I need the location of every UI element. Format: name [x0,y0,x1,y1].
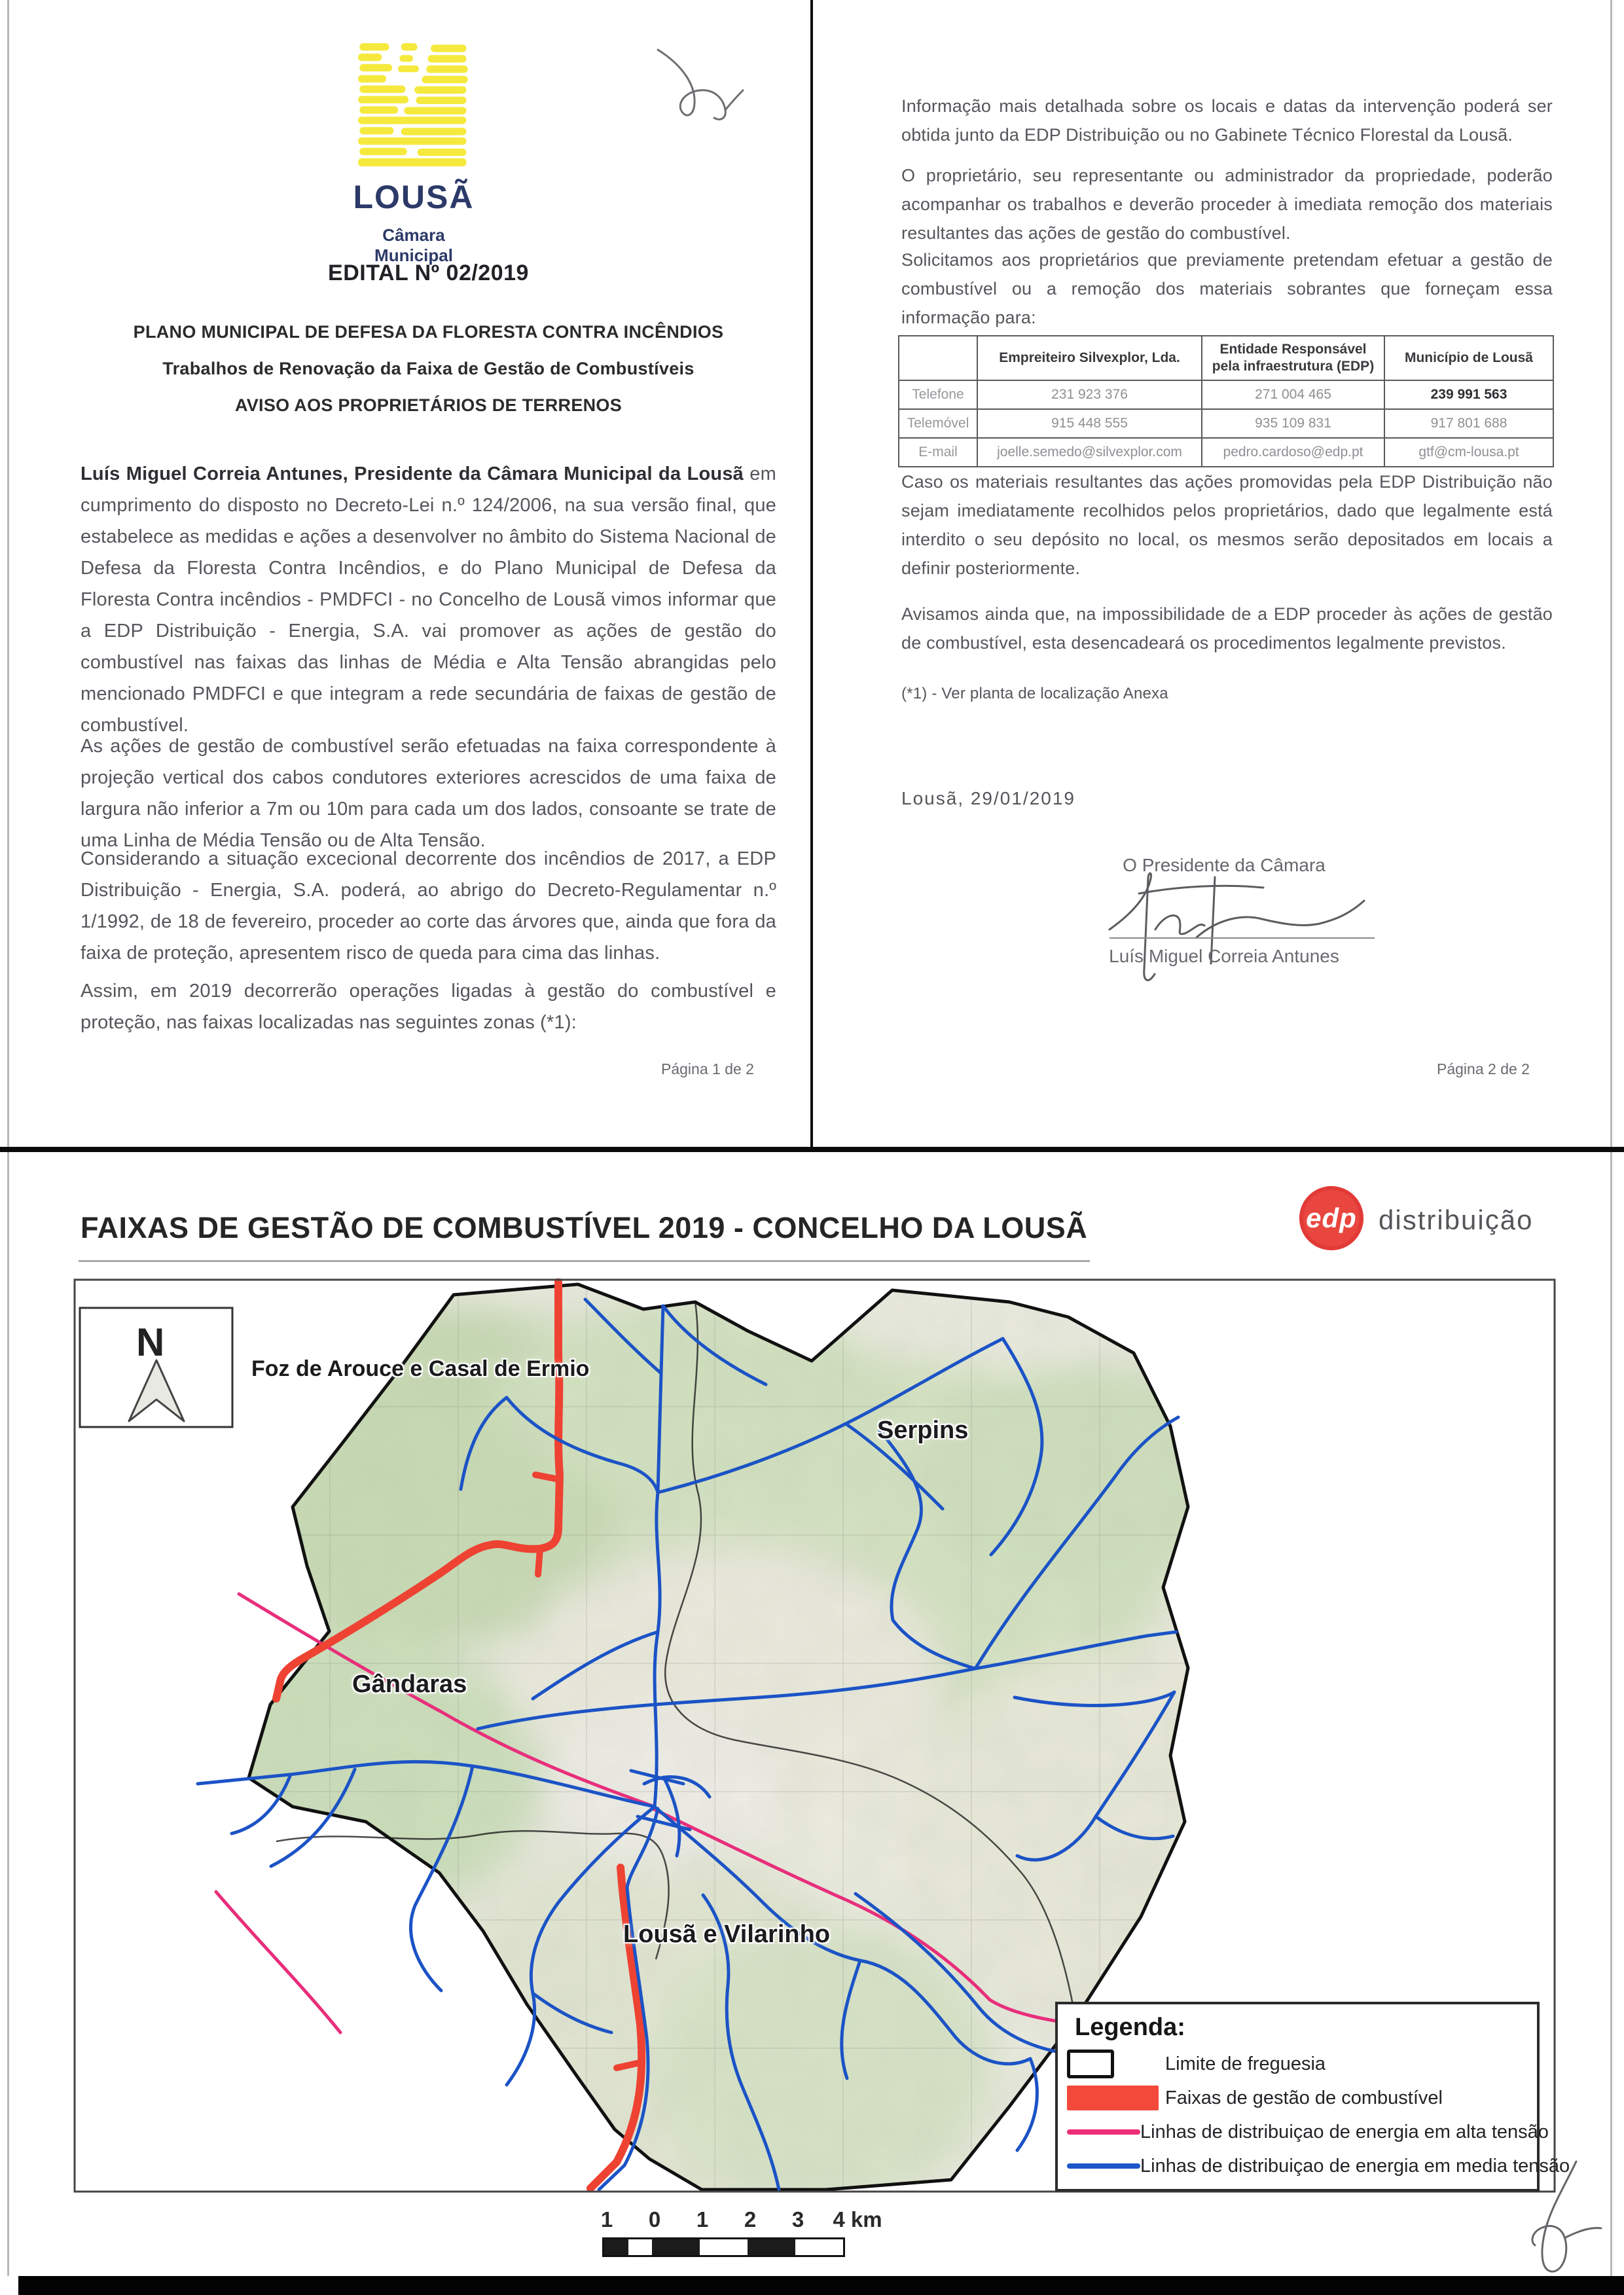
scale-tick: 3 [791,2207,804,2232]
title-underline [79,1260,1090,1262]
scan-edge-right [1610,0,1612,2276]
paragraph-info: Informação mais detalhada sobre os locais e datas da intervenção poderá ser obtida junto da EDP Distribuição ou no Gabinete Técnico Florestal da Lousã. [901,96,1553,145]
works-heading: Trabalhos de Renovação da Faixa de Gestão de Combustíveis [162,359,695,378]
scale-tick: 0 [648,2207,661,2232]
legend-label: Linhas de distribuiçao de energia em media tensão [1140,2155,1570,2177]
edp-wordmark: distribuição [1379,1204,1534,1235]
alta-tensao-symbol [1067,2129,1140,2135]
plan-heading: PLANO MUNICIPAL DE DEFESA DA FLORESTA CONTRA INCÊNDIOS [133,322,724,342]
contact-table [898,335,1554,467]
scale-tick: 1 [600,2207,613,2232]
region-label-serpins: Serpins [877,1417,969,1444]
scan-bottom-bar [18,2276,1624,2295]
edital-number-title: EDITAL Nº 02/2019 [328,261,529,285]
table-row [899,438,1553,467]
signature-name-block [1074,946,1375,967]
region-label-lousa-vilarinho: Lousã e Vilarinho [623,1921,831,1948]
paragraph-4: Assim, em 2019 decorrerão operações ligadas à gestão do combustível e proteção, nas faixas localizadas nas seguintes zonas (*1): [81,981,776,1033]
dateline: Lousã, 29/01/2019 [901,788,1075,808]
page-divider-horizontal [0,1147,1624,1152]
north-arrow-box [80,1308,232,1427]
signature-title: O Presidente da Câmara [1123,855,1326,875]
email-municipio: gtf@cm-lousa.pt [1384,438,1553,467]
telefone-municipio: 239 991 563 [1384,380,1553,409]
pen-mark-bottom [1519,2154,1623,2278]
lousa-municipal-logo [345,43,482,266]
paragraph-1-body: em cumprimento do disposto no Decreto-Lei n.º 124/2006, na sua versão final, que estabelece as medidas e ações a desenvolver no âmbito do Sistema Nacional de Defesa da Floresta Contra Incêndios, e do Plano Municipal de Defesa da Floresta Contra incêndios - PMDFCI - no Concelho de Lousã vimos informar que a EDP Distribuição - Energia, S.A. vai promover as ações de gestão do combustível nas faixas das linhas de Média e Alta Tensão abrangidas pelo mencionado PMDFCI e que integram a rede secundária de faixas de gestão de combustível. [81,463,776,736]
page-1-number: Página 1 de 2 [661,1060,754,1077]
header-empreiteiro: Empreiteiro Silvexplor, Lda. [977,336,1202,380]
handwritten-signature [1087,864,1401,992]
media-tensao-symbol [1067,2163,1140,2169]
edp-logo-text: edp [1306,1202,1357,1233]
page-divider-vertical [810,0,813,1147]
legend-item-media-tensao [1067,2150,1570,2182]
scale-bar-segments [602,2237,845,2257]
telemovel-edp: 935 109 831 [1202,409,1384,438]
scale-tick: 1 [696,2207,709,2232]
legend-label: Faixas de gestão de combustível [1165,2087,1443,2108]
table-row [899,380,1553,409]
logo-subtitle: Câmara Municipal [374,225,453,265]
map-legend [1055,2002,1570,2192]
telemovel-empreiteiro: 915 448 555 [977,409,1202,438]
lousa-logo-stripes-icon [358,43,469,171]
edp-logo-icon [1299,1186,1363,1250]
telefone-empreiteiro: 231 923 376 [977,380,1202,409]
paragraph-materials: Caso os materiais resultantes das ações promovidas pela EDP Distribuição não sejam imediatamente recolhidos pelos proprietários, dado que legalmente está interdito o seu depósito no local, os mesmos serão depositados em locais a definir posteriormente. [901,472,1553,578]
region-label-gandaras: Gândaras [352,1671,467,1698]
legend-title: Legenda: [1075,2014,1185,2041]
scale-tick: 2 [744,2207,757,2232]
north-label: N [136,1320,165,1364]
telemovel-municipio: 917 801 688 [1384,409,1553,438]
legend-item-alta-tensao [1067,2116,1549,2148]
table-header-row [899,336,1553,380]
paragraph-owner: O proprietário, seu representante ou administrador da propriedade, poderão acompanhar os trabalhos e deverão proceder à imediata remoção dos materiais resultantes das ações de gestão do combustível. [901,166,1553,243]
email-empreiteiro: joelle.semedo@silvexplor.com [977,438,1202,467]
paragraph-1 [81,458,776,741]
region-label-foz-de-arouce: Foz de Arouce e Casal de Ermio [251,1356,590,1381]
legend-item-faixas [1067,2082,1525,2114]
signature-line [1110,937,1375,939]
header-municipio: Município de Lousã [1384,336,1553,380]
paragraph-2: As ações de gestão de combustível serão efetuadas na faixa correspondente à projeção vertical dos cabos condutores exteriores acrescidos de uma faixa de largura não inferior a 7m ou 10m para cada um dos lados, consoante se trate de uma Linha de Média Tensão ou de Alta Tensão. [81,736,776,851]
row-label-telemovel: Telemóvel [899,409,977,438]
scan-edge-left [7,0,9,2276]
notice-heading: AVISO AOS PROPRIETÁRIOS DE TERRENOS [234,395,623,415]
freguesia-limit-symbol [1067,2050,1165,2078]
table-row [899,409,1553,438]
header-empty [899,336,977,380]
page-2-number: Página 2 de 2 [1437,1060,1530,1077]
email-edp: pedro.cardoso@edp.pt [1202,438,1384,467]
footnote: (*1) - Ver planta de localização Anexa [901,685,1168,702]
row-label-email: E-mail [899,438,977,467]
legend-label: Linhas de distribuiçao de energia em alta tensão [1140,2121,1549,2142]
president-name-bold: Luís Miguel Correia Antunes, Presidente da Câmara Municipal da Lousã [81,463,744,484]
telefone-edp: 271 004 465 [1202,380,1384,409]
paragraph-request: Solicitamos aos proprietários que previamente pretendam efetuar a gestão de combustível ou a remoção dos materiais sobrantes que forneçam essa informação para: [901,250,1553,327]
map-page-title: FAIXAS DE GESTÃO DE COMBUSTÍVEL 2019 - CONCELHO DA LOUSÃ [81,1211,1088,1244]
row-label-telefone: Telefone [899,380,977,409]
pen-mark-top [645,38,756,130]
paragraph-3: Considerando a situação excecional decorrente dos incêndios de 2017, a EDP Distribuição - Energia, S.A. poderá, ao abrigo do Decreto-Regulamentar n.º 1/1992, de 18 de fevereiro, proceder ao corte das árvores que, ainda que fora da faixa de proteção, apresentem risco de queda para cima das linhas. [81,848,776,964]
logo-wordmark: LOUSÃ [353,179,475,215]
legend-item-limite [1067,2048,1525,2080]
signature-name: Luís Miguel Correia Antunes [1109,946,1339,966]
legend-label: Limite de freguesia [1165,2053,1326,2074]
faixas-symbol [1067,2086,1165,2110]
paragraph-warning: Avisamos ainda que, na impossibilidade de a EDP proceder às ações de gestão de combustível, esta desencadeará os procedimentos legalmente previstos. [901,604,1553,653]
scale-tick: 4 km [833,2207,882,2232]
header-entidade: Entidade Responsável pela infraestrutura (EDP) [1202,336,1384,380]
